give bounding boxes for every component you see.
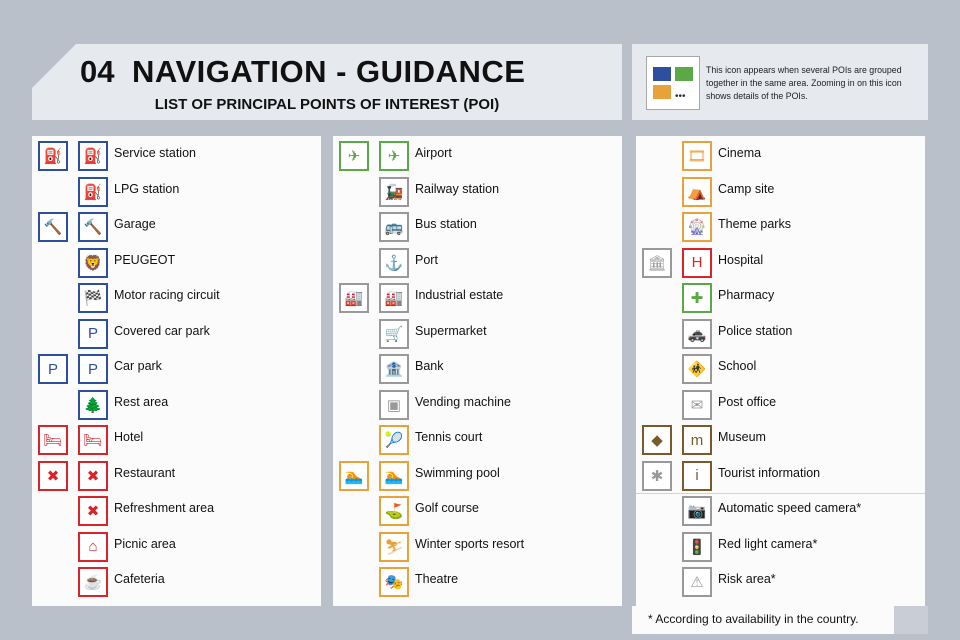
- golf-course-icon: ⛳: [379, 496, 409, 526]
- theatre-icon: 🎭: [379, 567, 409, 597]
- poi-label: Covered car park: [114, 323, 210, 338]
- supermarket-icon: 🛒: [379, 319, 409, 349]
- airport-icon: ✈: [339, 141, 369, 171]
- poi-label: Tennis court: [415, 430, 483, 444]
- page-title: NAVIGATION - GUIDANCE: [132, 54, 526, 89]
- poi-row-swimming-pool: [333, 460, 622, 495]
- poi-label: Airport: [415, 146, 452, 160]
- poi-row-cafeteria: [32, 566, 321, 601]
- poi-label: Port: [415, 252, 438, 267]
- bank-icon: 🏦: [379, 354, 409, 384]
- airport-icon: ✈: [379, 141, 409, 171]
- theme-parks-icon: 🎡: [682, 212, 712, 242]
- poi-row-industrial-estate: [333, 282, 622, 317]
- poi-row-camp-site: [636, 176, 925, 211]
- poi-row-picnic-area: [32, 531, 321, 566]
- service-station-icon: ⛽: [38, 141, 68, 171]
- poi-row-garage: [32, 211, 321, 246]
- grouped-poi-description: This icon appears when several POIs are grouped together in the same area. Zooming in on this icon shows details of the POIs.: [706, 65, 902, 101]
- cafeteria-icon: ☕: [78, 567, 108, 597]
- page-number-tab: [894, 606, 928, 634]
- poi-row-police-station: [636, 318, 925, 353]
- tourist-information-icon: i: [682, 461, 712, 491]
- poi-label: Rest area: [114, 394, 169, 409]
- red-light-camera-icon: 🚦: [682, 532, 712, 562]
- bus-station-icon: 🚌: [379, 212, 409, 242]
- poi-label: Bank: [415, 359, 444, 373]
- poi-label: Car park: [114, 359, 162, 373]
- hospital-icon: H: [682, 248, 712, 278]
- poi-row-port: [333, 247, 622, 282]
- poi-label: Theatre: [415, 572, 459, 586]
- poi-column-3: [636, 136, 925, 606]
- poi-row-pharmacy: [636, 282, 925, 317]
- poi-row-restaurant: [32, 460, 321, 495]
- poi-row-theatre: [333, 566, 622, 601]
- poi-label: Automatic speed camera*: [718, 501, 862, 515]
- garage-icon: 🔨: [78, 212, 108, 242]
- camp-site-icon: ⛺: [682, 177, 712, 207]
- poi-row-railway-station: [333, 176, 622, 211]
- footnote: [632, 606, 928, 634]
- poi-row-automatic-speed-camera: [636, 495, 925, 530]
- railway-station-icon: 🚂: [379, 177, 409, 207]
- vending-machine-icon: ▣: [379, 390, 409, 420]
- poi-label: Golf course: [415, 501, 479, 515]
- car-park-icon: P: [78, 354, 108, 384]
- picnic-area-icon: ⌂: [78, 532, 108, 562]
- poi-label: Theme parks: [718, 217, 791, 231]
- page-header: [32, 44, 622, 120]
- poi-row-supermarket: [333, 318, 622, 353]
- poi-label: Restaurant: [114, 465, 176, 480]
- lpg-station-icon: ⛽: [78, 177, 108, 207]
- poi-row-covered-car-park: [32, 318, 321, 353]
- poi-column-2: [333, 136, 622, 606]
- chapter-number: 04: [80, 54, 115, 89]
- poi-label: Risk area*: [718, 572, 776, 586]
- hotel-icon: 🛏: [78, 425, 108, 455]
- poi-label: Camp site: [718, 181, 775, 196]
- industrial-estate-icon: 🏭: [379, 283, 409, 313]
- hospital-icon: 🏛: [642, 248, 672, 278]
- swimming-pool-icon: 🏊: [339, 461, 369, 491]
- page-subtitle: LIST OF PRINCIPAL POINTS OF INTEREST (POI): [154, 96, 500, 113]
- industrial-estate-icon: 🏭: [339, 283, 369, 313]
- school-icon: 🚸: [682, 354, 712, 384]
- risk-area-icon: ⚠: [682, 567, 712, 597]
- poi-row-rest-area: [32, 389, 321, 424]
- covered-car-park-icon: P: [78, 319, 108, 349]
- tennis-court-icon: 🎾: [379, 425, 409, 455]
- poi-row-service-station: [32, 140, 321, 175]
- service-station-icon: ⛽: [78, 141, 108, 171]
- motor-racing-circuit-icon: 🏁: [78, 283, 108, 313]
- poi-row-risk-area: [636, 566, 925, 601]
- poi-row-winter-sports-resort: [333, 531, 622, 566]
- swimming-pool-icon: 🏊: [379, 461, 409, 491]
- refreshment-area-icon: ✖: [78, 496, 108, 526]
- peugeot-icon: 🦁: [78, 248, 108, 278]
- poi-label: Museum: [718, 430, 766, 444]
- footnote-text: * According to availability in the country.: [648, 612, 859, 626]
- grouped-poi-info: [632, 44, 928, 120]
- restaurant-icon: ✖: [38, 461, 68, 491]
- poi-row-tennis-court: [333, 424, 622, 459]
- pharmacy-icon: ✚: [682, 283, 712, 313]
- restaurant-icon: ✖: [78, 461, 108, 491]
- poi-label: Cinema: [718, 146, 762, 160]
- grouped-poi-icon: •••: [646, 56, 700, 110]
- poi-row-red-light-camera: [636, 531, 925, 566]
- poi-row-golf-course: [333, 495, 622, 530]
- poi-row-car-park: [32, 353, 321, 388]
- poi-row-cinema: [636, 140, 925, 175]
- poi-row-refreshment-area: [32, 495, 321, 530]
- poi-label: Cafeteria: [114, 572, 165, 586]
- poi-label: Motor racing circuit: [114, 288, 220, 302]
- poi-row-peugeot: [32, 247, 321, 282]
- poi-label: Hotel: [114, 430, 144, 444]
- garage-icon: 🔨: [38, 212, 68, 242]
- port-icon: ⚓: [379, 248, 409, 278]
- automatic-speed-camera-icon: 📷: [682, 496, 712, 526]
- tourist-information-icon: ✱: [642, 461, 672, 491]
- poi-row-bank: [333, 353, 622, 388]
- hotel-icon: 🛏: [38, 425, 68, 455]
- poi-label: Garage: [114, 217, 156, 231]
- poi-row-tourist-information: [636, 460, 925, 495]
- winter-sports-resort-icon: ⛷: [379, 532, 409, 562]
- poi-label: Swimming pool: [415, 465, 500, 480]
- poi-label: Police station: [718, 323, 793, 338]
- poi-label: Bus station: [415, 217, 477, 231]
- poi-label: Refreshment area: [114, 501, 215, 515]
- poi-label: Tourist information: [718, 465, 821, 480]
- poi-label: Pharmacy: [718, 288, 775, 302]
- poi-label: Post office: [718, 394, 777, 409]
- poi-label: Vending machine: [415, 394, 511, 409]
- poi-label: Winter sports resort: [415, 536, 525, 551]
- poi-label: School: [718, 359, 757, 373]
- header-notch: [32, 44, 76, 88]
- poi-label: Hospital: [718, 252, 764, 267]
- poi-label: PEUGEOT: [114, 252, 176, 267]
- poi-label: Railway station: [415, 181, 500, 196]
- camera-section-divider: [636, 493, 925, 494]
- car-park-icon: P: [38, 354, 68, 384]
- poi-row-post-office: [636, 389, 925, 424]
- poi-row-hospital: [636, 247, 925, 282]
- cinema-icon: 🎞: [682, 141, 712, 171]
- poi-row-vending-machine: [333, 389, 622, 424]
- poi-row-theme-parks: [636, 211, 925, 246]
- poi-row-airport: [333, 140, 622, 175]
- rest-area-icon: 🌲: [78, 390, 108, 420]
- poi-label: LPG station: [114, 181, 180, 196]
- poi-row-motor-racing-circuit: [32, 282, 321, 317]
- poi-column-1: [32, 136, 321, 606]
- police-station-icon: 🚓: [682, 319, 712, 349]
- poi-label: Red light camera*: [718, 536, 818, 551]
- poi-label: Service station: [114, 146, 196, 160]
- poi-row-school: [636, 353, 925, 388]
- poi-row-museum: [636, 424, 925, 459]
- poi-label: Industrial estate: [415, 288, 504, 302]
- poi-row-lpg-station: [32, 176, 321, 211]
- poi-label: Supermarket: [415, 323, 487, 338]
- poi-row-bus-station: [333, 211, 622, 246]
- post-office-icon: ✉: [682, 390, 712, 420]
- poi-label: Picnic area: [114, 536, 176, 551]
- museum-icon: ◆: [642, 425, 672, 455]
- museum-icon: m: [682, 425, 712, 455]
- poi-row-hotel: [32, 424, 321, 459]
